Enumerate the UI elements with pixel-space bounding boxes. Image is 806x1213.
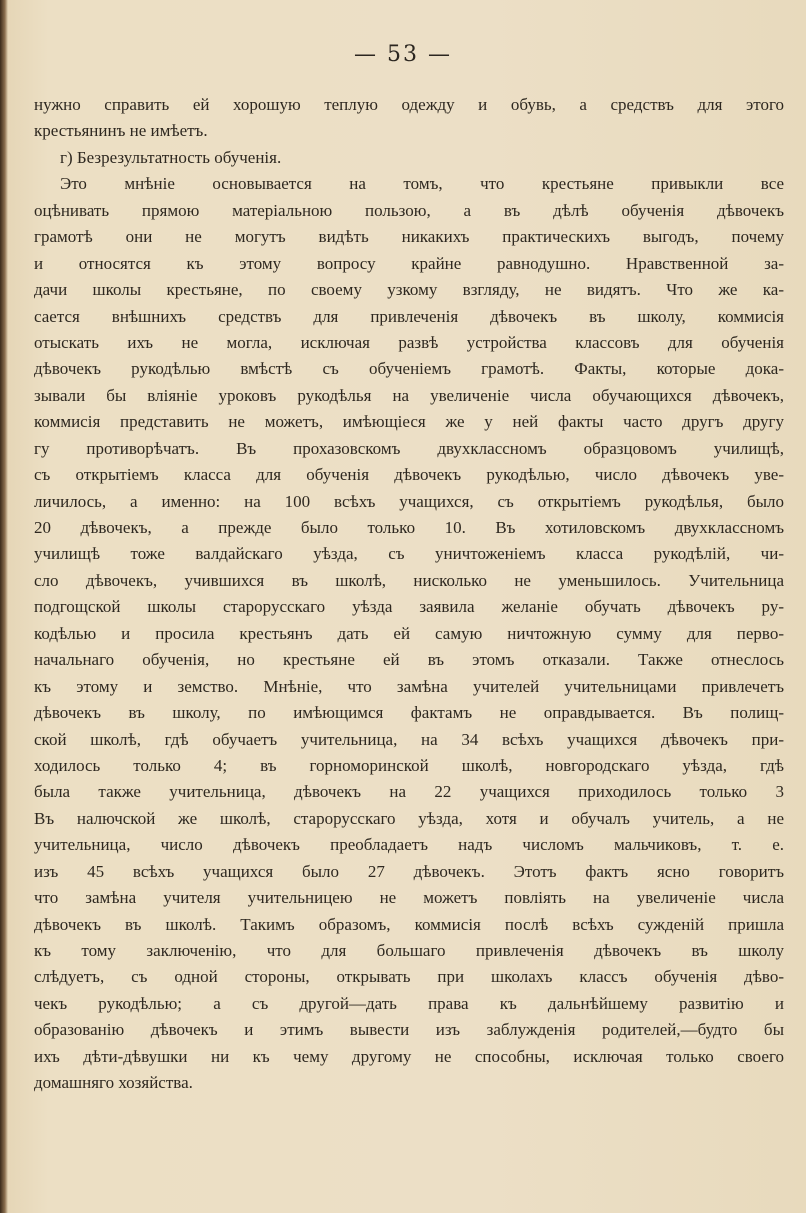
text-line: ихъ дѣти-дѣвушки ни къ чему другому не способны, исключая только своего bbox=[34, 1046, 784, 1066]
text-line: изъ 45 всѣхъ учащихся было 27 дѣвочекъ. Этотъ фактъ ясно говоритъ bbox=[34, 861, 784, 881]
page-number: — 53 — bbox=[354, 42, 452, 67]
text-line: коммисія представить не можетъ, имѣющіеся же у ней факты часто другъ другу bbox=[34, 412, 784, 432]
text-line: дѣвочекъ въ школу, по имѣющимся фактамъ не оправдывается. Въ полищ- bbox=[34, 703, 784, 723]
text-line: учительница, число дѣвочекъ преобладаетъ надъ числомъ мальчиковъ, т. е. bbox=[34, 835, 784, 855]
text-line: что замѣна учителя учительницею не можетъ повліять на увеличеніе числа bbox=[34, 888, 784, 908]
text-line: Въ налючской же школѣ, старорусскаго уѣзда, хотя и обучалъ учитель, а не bbox=[34, 808, 784, 828]
text-line: чекъ рукодѣлью; а съ другой—дать права къ дальнѣйшему развитію и bbox=[34, 993, 784, 1013]
text-line: гу противорѣчатъ. Въ прохазовскомъ двухклассномъ образцовомъ училищѣ, bbox=[34, 438, 784, 458]
text-line: зывали бы вліяніе уроковъ рукодѣлья на увеличеніе числа обучающихся дѣвочекъ, bbox=[34, 385, 784, 405]
book-spine-shadow bbox=[0, 0, 8, 1213]
text-line: училищѣ тоже валдайскаго уѣзда, съ уничтоженіемъ класса рукодѣлій, чи- bbox=[34, 544, 784, 564]
text-line: оцѣнивать прямою матеріальною пользою, а въ дѣлѣ обученія дѣвочекъ bbox=[34, 200, 784, 220]
text-line: къ тому заключенію, что для большаго привлеченія дѣвочекъ въ школу bbox=[34, 941, 784, 960]
text-line: сается внѣшнихъ средствъ для привлеченія дѣвочекъ въ школу, коммисія bbox=[34, 306, 784, 326]
text-line: Это мнѣніе основывается на томъ, что крестьяне привыкли все bbox=[60, 174, 784, 194]
text-line: была также учительница, дѣвочекъ на 22 учащихся приходилось только 3 bbox=[34, 782, 784, 802]
text-line: кодѣлью и просила крестьянъ дать ей самую ничтожную сумму для перво- bbox=[34, 623, 784, 643]
text-line: начальнаго обученія, но крестьяне ей въ этомъ отказали. Также отнеслось bbox=[34, 650, 784, 670]
text-line: крестьянинъ не имѣетъ. bbox=[34, 121, 208, 141]
text-line: домашняго хозяйства. bbox=[34, 1073, 193, 1093]
text-line: ходилось только 4; въ горноморинской школѣ, новгородскаго уѣзда, гдѣ bbox=[34, 755, 784, 775]
text-line: и относятся къ этому вопросу крайне равнодушно. Нравственной за- bbox=[34, 253, 784, 273]
text-line: грамотѣ они не могутъ видѣть никакихъ практическихъ выгодъ, почему bbox=[34, 227, 784, 247]
text-line: отыскать ихъ не могла, исключая развѣ устройства классовъ для обученія bbox=[34, 332, 784, 352]
text-line: 20 дѣвочекъ, а прежде было только 10. Въ хотиловскомъ двухклассномъ bbox=[34, 518, 784, 537]
text-line: ской школѣ, гдѣ обучаетъ учительница, на 34 всѣхъ учащихся дѣвочекъ при- bbox=[34, 729, 784, 749]
text-line: личилось, а именно: на 100 всѣхъ учащихся, съ открытіемъ рукодѣлья, было bbox=[34, 491, 784, 511]
text-line: сло дѣвочекъ, учившихся въ школѣ, нисколько не уменьшилось. Учительница bbox=[34, 570, 784, 590]
text-line: дачи школы крестьяне, по своему узкому взгляду, не видятъ. Что же ка- bbox=[34, 280, 784, 300]
text-line: къ этому и земство. Мнѣніе, что замѣна учителей учительницами привлечетъ bbox=[34, 676, 784, 696]
text-line: образованію дѣвочекъ и этимъ вывести изъ заблужденія родителей,—будто бы bbox=[34, 1020, 784, 1040]
page-body-text bbox=[34, 92, 784, 1097]
text-line: г) Безрезультатность обученія. bbox=[60, 147, 282, 167]
text-line: дѣвочекъ въ школѣ. Такимъ образомъ, коммисія послѣ всѣхъ сужденій пришла bbox=[34, 914, 784, 934]
text-line: съ открытіемъ класса для обученія дѣвочекъ рукодѣлью, число дѣвочекъ уве- bbox=[34, 465, 784, 485]
text-line: подгощской школы старорусскаго уѣзда заявила желаніе обучать дѣвочекъ ру- bbox=[34, 597, 784, 617]
text-line: нужно справить ей хорошую теплую одежду и обувь, а средствъ для этого bbox=[34, 95, 784, 114]
text-line: слѣдуетъ, съ одной стороны, открывать при школахъ классъ обученія дѣво- bbox=[34, 967, 784, 987]
text-line: дѣвочекъ рукодѣлью вмѣстѣ съ обученіемъ грамотѣ. Факты, которые дока- bbox=[34, 359, 784, 379]
